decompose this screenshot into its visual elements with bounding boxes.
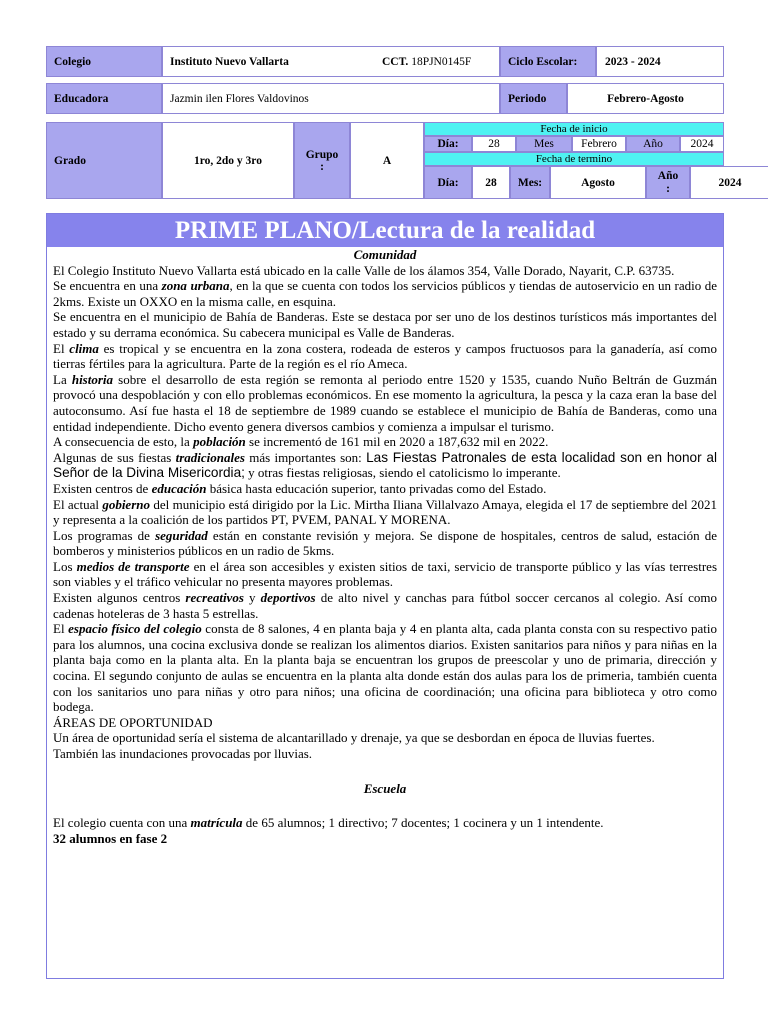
grupo-colon: :: [320, 160, 324, 173]
comunidad-heading: Comunidad: [353, 247, 417, 262]
grupo-label: Grupo: [305, 148, 339, 161]
paragraph-clima: El clima es tropical y se encuentra en la zona costera, rodeada de esteros y campos fructuosos para la ganadería, así como tierras fértiles para la agricultura. Parte de la región es el río Ameca.: [53, 340, 717, 372]
paragraph-poblacion: A consecuencia de esto, la población se incrementó de 161 mil en 2020 a 187,632 mil en 2022.: [53, 434, 549, 450]
paragraph-fiestas: Algunas de sus fiestas tradicionales más importantes son: Las Fiestas Patronales de esta localidad son en honor al Señor de la Divina Misericordia; y otras fiestas religiosas, siendo el catolicismo lo imperante.: [53, 449, 717, 481]
inicio-anio: 2024: [680, 136, 724, 152]
cct-label: CCT.: [382, 55, 409, 68]
grupo-label-cell: [294, 122, 350, 199]
paragraph-historia: La historia sobre el desarrollo de esta región se remonta al periodo entre 1520 y 1535, cuando Nuño Beltrán de Guzmán provocó una despoblación y con ello problemas económicos. En ese momento la agricultura, la pesca y la caza eran la base del autoconsumo. Así fue hasta el 18 de septiembre de 1989 cuando se establece el municipio de Bahía de Banderas, como una entidad independiente. Dicho evento genera diversos cambios y comienza a impulsar el turismo.: [53, 371, 717, 434]
termino-anio-colon: :: [666, 182, 670, 195]
termino-dia-label: Día:: [424, 166, 472, 199]
educadora-value: Jazmin ilen Flores Valdovinos: [162, 83, 500, 114]
paragraph-gobierno: El actual gobierno del municipio está dirigido por la Lic. Mirtha Iliana Villalvazo Amaya, elegida el 17 de septiembre del 2021 y representa a la coalición de los partidos PT, PVEM, PANAL Y MORENA.: [53, 496, 717, 528]
areas-heading: ÁREAS DE OPORTUNIDAD: [53, 714, 213, 730]
content-body: [47, 247, 723, 846]
termino-anio: 2024: [690, 166, 768, 199]
periodo-value: Febrero-Agosto: [567, 83, 724, 114]
page-title: PRIME PLANO/Lectura de la realidad: [47, 214, 723, 247]
reading-section: [46, 213, 724, 979]
inicio-mes: Febrero: [572, 136, 626, 152]
paragraph-recreativos: Existen algunos centros recreativos y deportivos de alto nivel y canchas para fútbol soccer cercanos al colegio. Así como cadenas hoteleras de 3 hasta 5 estrellas.: [53, 590, 717, 621]
colegio-label: Colegio: [46, 46, 162, 77]
spacer: [53, 796, 717, 815]
termino-mes: Agosto: [550, 166, 646, 199]
escuela-heading: Escuela: [363, 780, 407, 796]
termino-dia: 28: [472, 166, 510, 199]
paragraph-transporte: Los medios de transporte en el área son accesibles y existen sitios de taxi, servicio de transporte público y las vías terrestres son viables y el tráfico vehicular no presenta mayores problemas.: [53, 558, 718, 590]
spacer: [53, 762, 717, 781]
paragraph-zona: Se encuentra en una zona urbana, en la que se cuenta con todos los servicios públicos y tiendas de autoservicio en un radio de 2kms. Existe un OXXO en la misma calle, en esquina.: [53, 278, 717, 309]
periodo-label: Periodo: [500, 83, 567, 114]
inicio-anio-label: Año: [626, 136, 680, 152]
paragraph-municipio: Se encuentra en el municipio de Bahía de Banderas. Este se destaca por ser uno de los destinos turísticos más importantes del estado y su derrama económica. Su cabecera municipal es Valle de Banderas.: [53, 309, 717, 340]
inicio-dia-label: Día:: [424, 136, 472, 152]
grado-label: Grado: [46, 122, 162, 199]
inicio-mes-label: Mes: [516, 136, 572, 152]
paragraph-seguridad: Los programas de seguridad están en constante revisión y mejora. Se dispone de hospitales, centros de salud, estación de bomberos y ministerios públicos en un radio de 5kms.: [53, 527, 717, 559]
grado-value: 1ro, 2do y 3ro: [162, 122, 294, 199]
inicio-dia: 28: [472, 136, 516, 152]
grupo-value: A: [350, 122, 424, 199]
termino-anio-label-cell: [646, 166, 690, 199]
cct-group: [382, 56, 471, 68]
colegio-field: [162, 46, 500, 77]
colegio-value: Instituto Nuevo Vallarta: [170, 55, 289, 68]
termino-mes-label: Mes:: [510, 166, 550, 199]
paragraph-alcantarillado: Un área de oportunidad sería el sistema de alcantarillado y drenaje, ya que se desbordan en época de lluvias fuertes.: [53, 730, 655, 746]
educadora-label: Educadora: [46, 83, 162, 114]
termino-anio-label: Año: [657, 169, 679, 182]
paragraph-ubicacion: El Colegio Instituto Nuevo Vallarta está ubicado en la calle Valle de los álamos 354, Valle Dorado, Nayarit, C.P. 63735.: [53, 262, 675, 278]
paragraph-espacio: El espacio físico del colegio consta de 8 salones, 4 en planta baja y 4 en planta alta, cada planta consta con su respectivo patio para los alumnos, una cocina exclusiva donde se realizan los alimentos diarios. Existen sanitarios para niños y para niñas en la planta baja como en la planta alta. En la planta baja se encuentran los grupos de preescolar y uno de primaria, dirección y cocina. El segundo conjunto de aulas se encuentra en la planta alta donde están dos aulas para los de primeria, también cuenta con los sanitarios uno para niñas y otro para niños; una oficina de coordinación; una oficina para biblioteca y otro como bodega.: [53, 621, 717, 715]
paragraph-matricula: El colegio cuenta con una matrícula de 65 alumnos; 1 directivo; 7 docentes; 1 cocinera y un 1 intendente.: [53, 815, 604, 831]
fecha-termino-label: Fecha de termino: [424, 152, 724, 166]
ciclo-label: Ciclo Escolar:: [500, 46, 596, 77]
paragraph-fase: 32 alumnos en fase 2: [53, 830, 168, 846]
cct-value: 18PJN0145F: [411, 55, 472, 68]
paragraph-inundaciones: También las inundaciones provocadas por lluvias.: [53, 746, 313, 761]
ciclo-value: 2023 - 2024: [596, 46, 724, 77]
paragraph-educacion: Existen centros de educación básica hasta educación superior, tanto privadas como del Estado.: [53, 480, 547, 496]
fecha-inicio-label: Fecha de inicio: [424, 122, 724, 136]
